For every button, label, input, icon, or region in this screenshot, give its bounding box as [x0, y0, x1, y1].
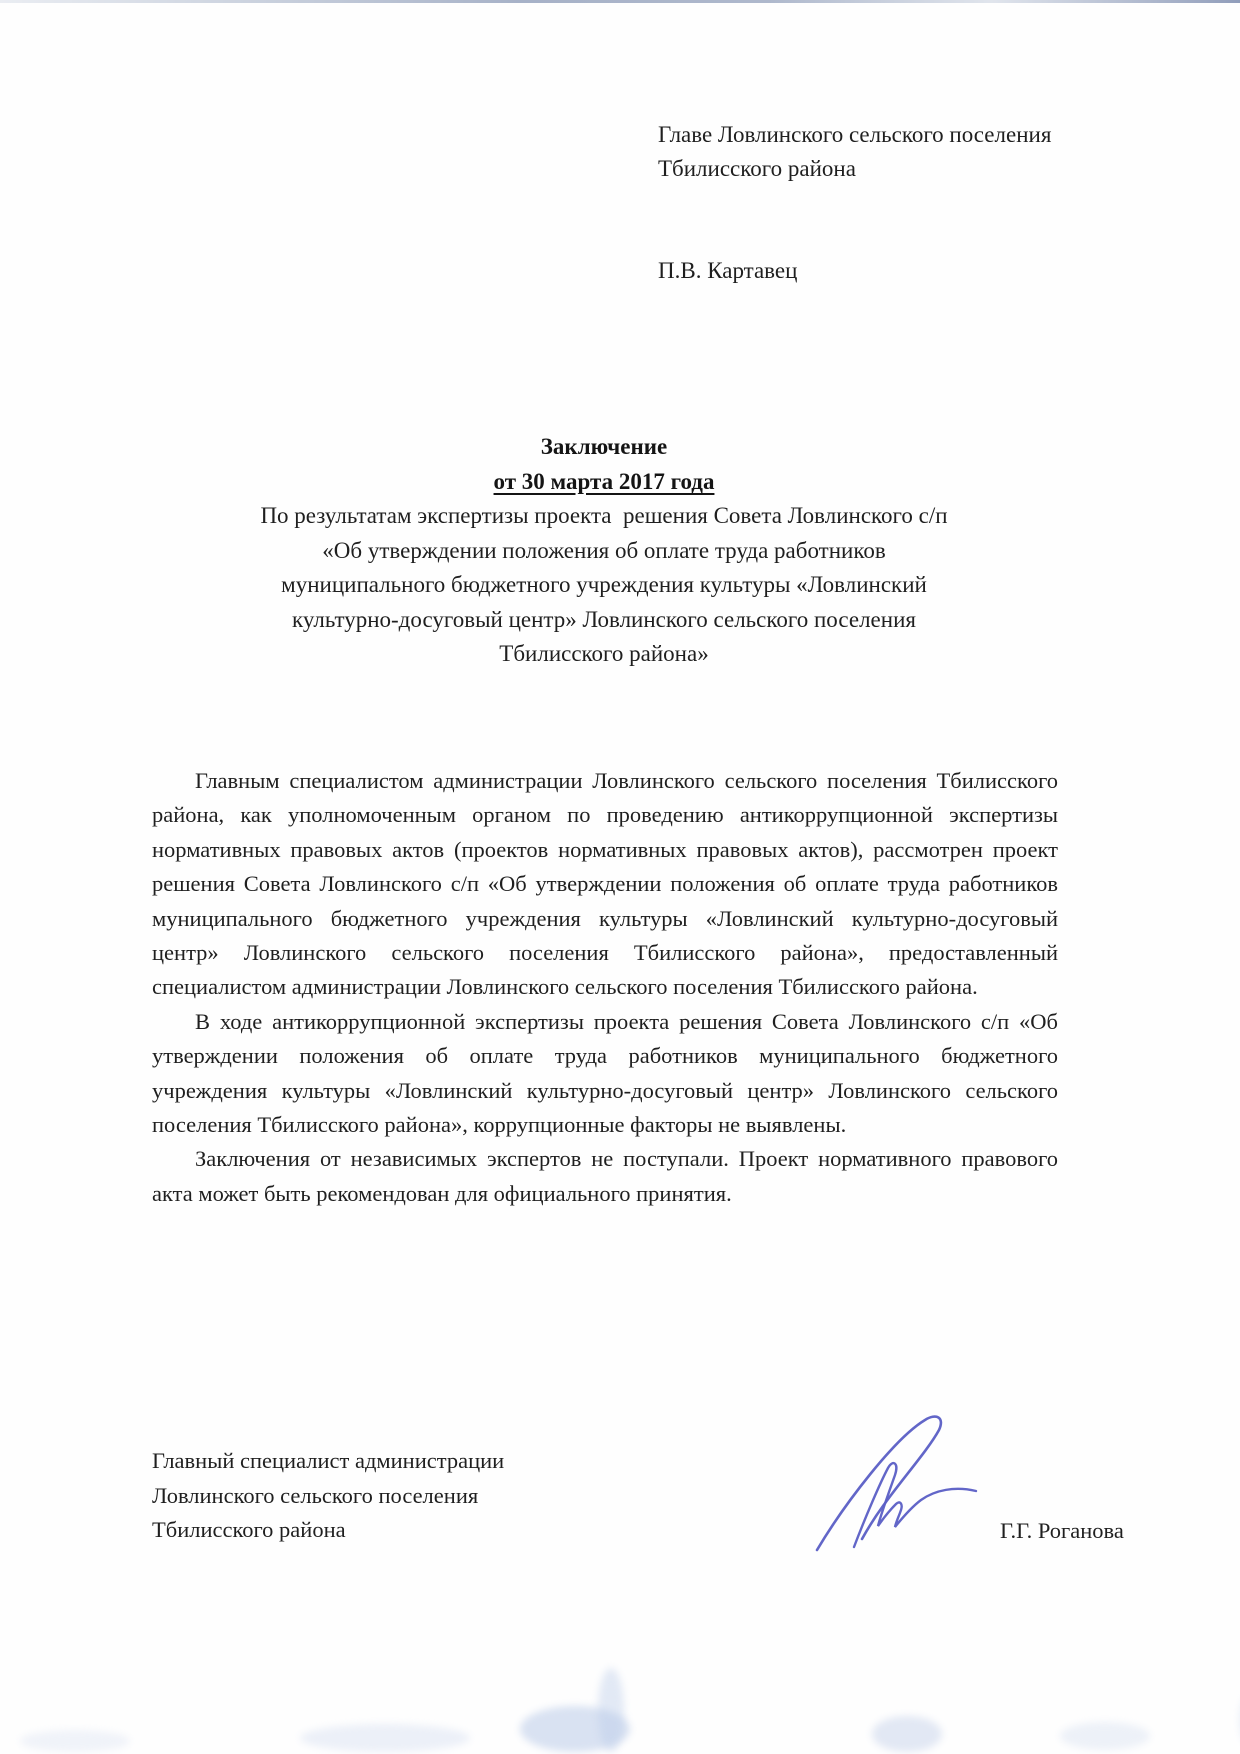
body-paragraph-3: Заключения от независимых экспертов не поступали. Проект нормативного правового акта может быть рекомендован для официального принятия. [152, 1146, 1058, 1206]
document-title: Заключение [540, 434, 668, 459]
body-paragraph-1: Главным специалистом администрации Ловлинского сельского поселения Тбилисского района, как уполномоченным органом по проведению антикоррупционной экспертизы нормативных правовых актов (проектов нормативных правовых актов), рассмотрен проект решения Совета Ловлинского с/п «Об утверждении положения об оплате труда работников муниципального бюджетного учреждения культуры «Ловлинский культурно-досуговый центр» Ловлинского сельского поселения Тбилисского района», предоставленный специалистом администрации Ловлинского сельского поселения Тбилисского района. [152, 768, 1058, 1000]
document-body [152, 764, 1058, 1211]
scan-artifact-smudge [20, 1730, 130, 1752]
recipient-block [658, 118, 1128, 186]
scan-artifact-smudge [300, 1724, 470, 1752]
title-block [150, 430, 1058, 672]
body-paragraph-2: В ходе антикоррупционной экспертизы проекта решения Совета Ловлинского с/п «Об утверждении положения об оплате труда работников муниципального бюджетного учреждения культуры «Ловлинский культурно-досуговый центр» Ловлинского сельского поселения Тбилисского района», коррупционные факторы не выявлены. [152, 1008, 1058, 1138]
document-date: от 30 марта 2017 года [493, 468, 715, 494]
scan-artifact-smudge [872, 1716, 942, 1752]
subject-line-5: Тбилисского района» [499, 641, 709, 666]
scan-artifact-smudge [598, 1668, 624, 1752]
subject-line-2: «Об утверждении положения об оплате труда работников [322, 537, 886, 563]
subject-line-4: культурно-досуговый центр» Ловлинского сельского поселения [292, 606, 916, 632]
subject-line-3: муниципального бюджетного учреждения культуры «Ловлинский [281, 572, 927, 597]
recipient-line-2: Тбилисского района [658, 156, 856, 181]
handwritten-signature-ink [795, 1398, 995, 1568]
recipient-line-1: Главе Ловлинского сельского поселения [658, 122, 1052, 147]
signature-position-line-1: Главный специалист администрации [152, 1448, 505, 1473]
scan-artifact-top-line [0, 0, 1240, 3]
scan-artifact-smudge [1060, 1722, 1150, 1750]
subject-line-1: По результатам экспертизы проекта решения Совета Ловлинского с/п [260, 503, 948, 528]
signature-position-line-2: Ловлинского сельского поселения [152, 1482, 479, 1508]
recipient-name: П.В. Картавец [658, 258, 798, 283]
signature-position-line-3: Тбилисского района [152, 1517, 346, 1543]
signer-name: Г.Г. Роганова [1000, 1518, 1124, 1543]
signature-position-block [152, 1444, 504, 1548]
